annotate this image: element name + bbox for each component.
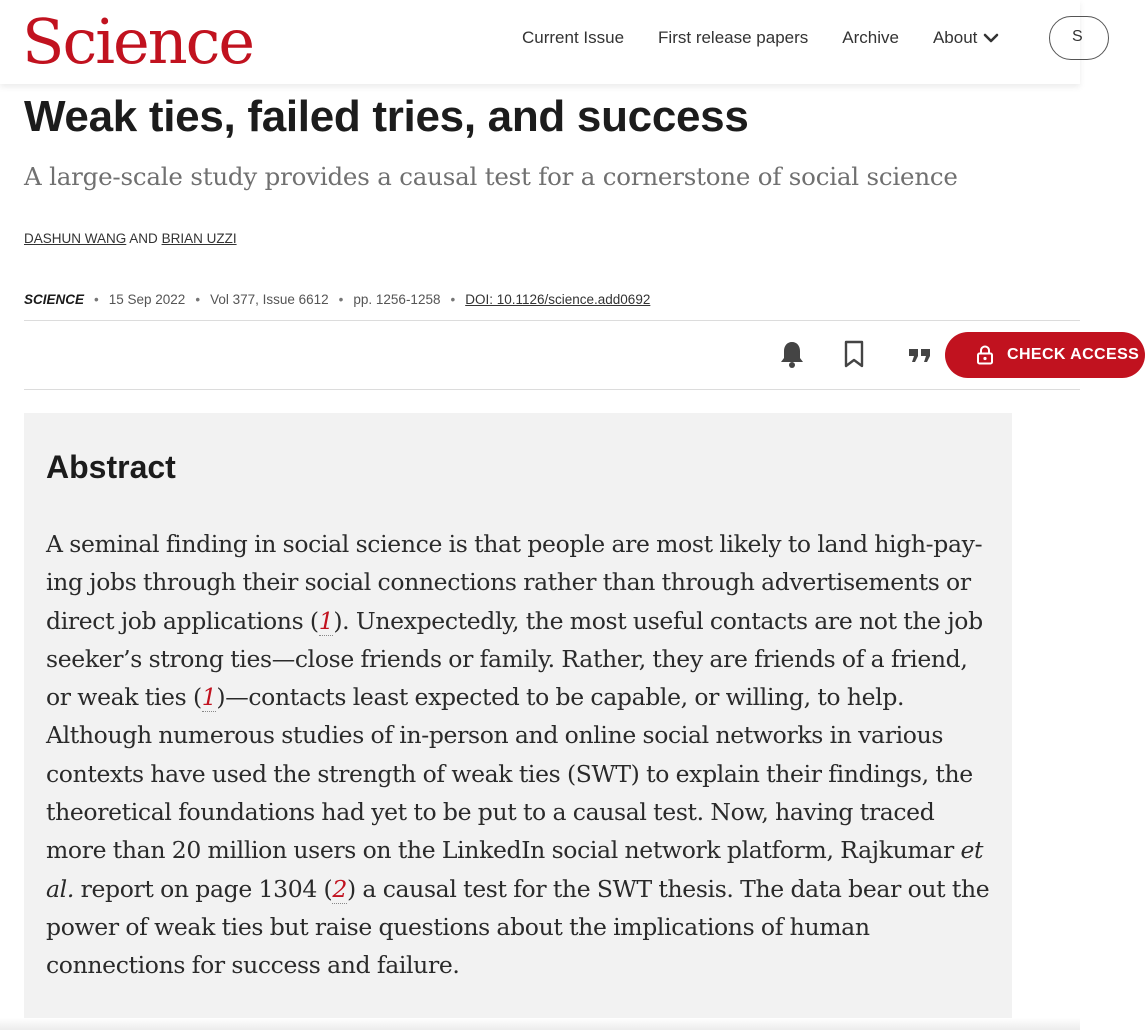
abstract-heading: Abstract <box>46 449 176 485</box>
author-link[interactable]: DASHUN WANG <box>24 231 127 246</box>
abstract-text: report on page 1304 ( <box>73 874 333 903</box>
check-access-button[interactable] <box>945 332 1145 378</box>
chevron-down-icon <box>983 29 999 49</box>
article-meta <box>24 292 650 307</box>
nav-about-label: About <box>932 28 978 47</box>
reference-link[interactable]: 1 <box>201 683 217 712</box>
abstract-text: ). Unexpectedly, the most useful contacts are not the job seeker’s strong ties—close friends or family. Rather, they are friends of a friend, or weak ties ( <box>46 606 983 712</box>
abstract-text: ) a causal test for the SWT thesis. The data bear out the power of weak ties but raise questions about the implications of human connections for success and failure. <box>46 874 990 980</box>
nav-archive[interactable]: Archive <box>842 28 899 48</box>
meta-separator: • <box>94 292 99 307</box>
page-bottom-edge <box>0 1018 1080 1030</box>
site-header <box>0 0 1083 84</box>
bell-icon[interactable] <box>776 338 808 370</box>
main-nav <box>522 28 1033 49</box>
article-subtitle: A large-scale study provides a causal test for a cornerstone of social science <box>24 162 958 191</box>
divider <box>24 320 1080 321</box>
reference-link[interactable]: 2 <box>332 874 347 903</box>
abstract-emphasis: et al. <box>46 836 984 903</box>
article-title: Weak ties, failed tries, and success <box>24 92 749 141</box>
abstract-text: A seminal finding in social science is that people are most likely to land high-paying jobs through their social connections rather than through advertisements or direct job applications ( <box>46 530 983 635</box>
publication-date: 15 Sep 2022 <box>108 292 186 307</box>
abstract-body <box>46 525 996 985</box>
science-logo[interactable]: Science <box>22 5 254 78</box>
meta-separator: • <box>450 292 456 307</box>
journal-name[interactable]: SCIENCE <box>24 292 85 307</box>
nav-current-issue[interactable]: Current Issue <box>522 28 625 48</box>
author-list <box>24 231 237 246</box>
volume-issue[interactable]: Vol 377, Issue 6612 <box>210 292 329 307</box>
quote-icon[interactable] <box>904 338 936 370</box>
doi-link[interactable]: DOI: 10.1126/science.add0692 <box>465 292 651 307</box>
reference-link[interactable]: 1 <box>318 606 334 635</box>
bookmark-icon[interactable] <box>838 338 870 370</box>
author-joiner: AND <box>129 231 158 246</box>
abstract-text: )—contacts least expected to be capable, or willing, to help. Although numerous studies of in-person and online social networks in various contexts have used the strength of weak ties (SWT) to explain their findings, the theoretical foundations had yet to be put to a causal test. Now, having traced more than 20 million users on the LinkedIn social network platform, Rajkumar <box>46 683 973 865</box>
meta-separator: • <box>338 292 344 307</box>
check-access-label: CHECK ACCESS <box>1007 346 1140 363</box>
divider <box>24 389 1080 390</box>
nav-about[interactable] <box>933 28 999 49</box>
meta-separator: • <box>195 292 201 307</box>
abstract-section <box>24 413 1012 1018</box>
author-link[interactable]: BRIAN UZZI <box>161 231 237 246</box>
lock-icon <box>975 345 995 365</box>
search-button-label: S <box>1072 28 1083 45</box>
search-button[interactable] <box>1049 16 1109 60</box>
nav-first-release-papers[interactable]: First release papers <box>658 28 809 48</box>
page-range: pp. 1256-1258 <box>353 292 441 307</box>
